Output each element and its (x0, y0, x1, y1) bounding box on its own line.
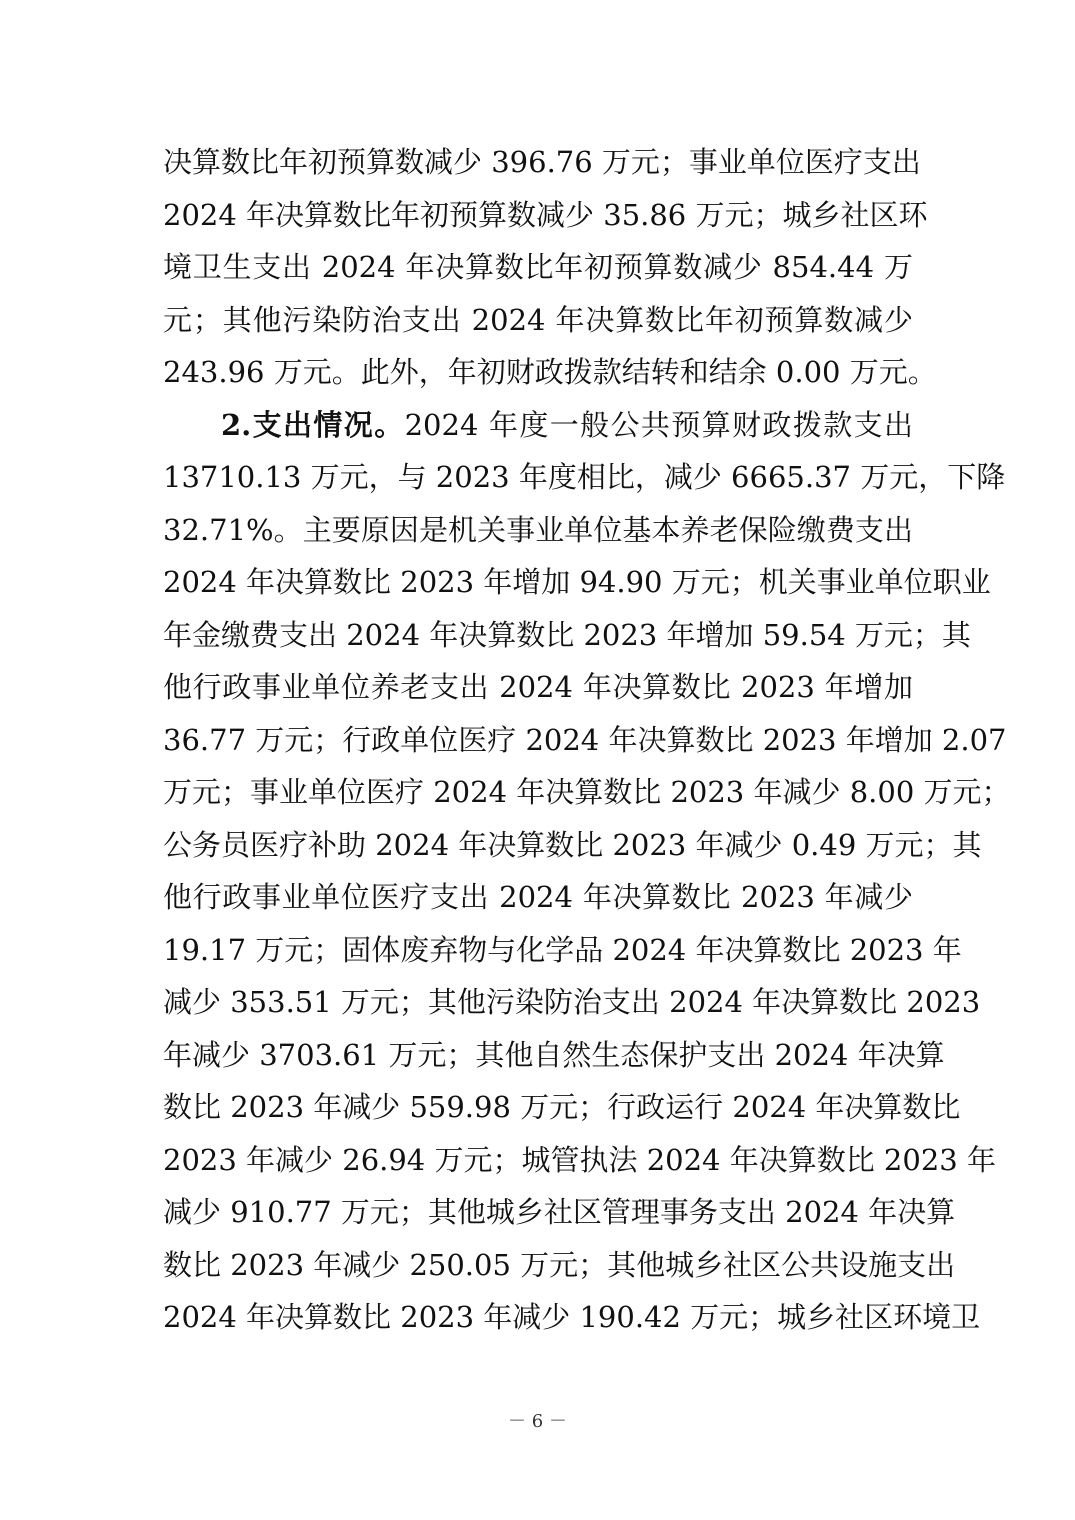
heading-line-text: 2024 年度一般公共预算财政拨款支出 (404, 407, 913, 442)
page-number: － 6 － (508, 1411, 567, 1432)
text-line: 减少 910.77 万元；其他城乡社区管理事务支出 2024 年决算 (163, 1195, 956, 1229)
text-line: 公务员医疗补助 2024 年决算数比 2023 年减少 0.49 万元；其 (163, 827, 982, 862)
section-heading: 2.支出情况。 (221, 407, 405, 442)
text-line: 年金缴费支出 2024 年决算数比 2023 年增加 59.54 万元；其 (163, 617, 971, 652)
text-line: 32.71%。主要原因是机关事业单位基本养老保险缴费支出 (163, 512, 913, 547)
text-line: 他行政事业单位养老支出 2024 年决算数比 2023 年增加 (163, 670, 913, 704)
paragraph-expenditure (163, 399, 1011, 1344)
text-line: 数比 2023 年减少 250.05 万元；其他城乡社区公共设施支出 (163, 1247, 956, 1282)
text-line: 243.96 万元。此外，年初财政拨款结转和结余 0.00 万元。 (163, 355, 937, 389)
text-line: 减少 353.51 万元；其他污染防治支出 2024 年决算数比 2023 (163, 985, 981, 1019)
text-line: 2023 年减少 26.94 万元；城管执法 2024 年决算数比 2023 年 (163, 1142, 996, 1177)
text-line: 2024 年决算数比 2023 年减少 190.42 万元；城乡社区环境卫 (163, 1300, 981, 1334)
text-line: 36.77 万元；行政单位医疗 2024 年决算数比 2023 年增加 2.07 (163, 722, 1007, 757)
text-line: 决算数比年初预算数减少 396.76 万元；事业单位医疗支出 (163, 145, 921, 179)
text-line: 万元；事业单位医疗 2024 年决算数比 2023 年减少 8.00 万元； (163, 775, 1011, 809)
text-line: 他行政事业单位医疗支出 2024 年决算数比 2023 年减少 (163, 880, 913, 914)
text-line (163, 399, 913, 452)
text-line: 2024 年决算数比 2023 年增加 94.90 万元；机关事业单位职业 (163, 565, 991, 599)
text-line: 19.17 万元；固体废弃物与化学品 2024 年决算数比 2023 年 (163, 932, 962, 967)
text-line: 境卫生支出 2024 年决算数比年初预算数减少 854.44 万 (163, 250, 913, 284)
text-line: 2024 年决算数比年初预算数减少 35.86 万元；城乡社区环 (163, 197, 928, 232)
document-body (163, 136, 1011, 1344)
text-line: 13710.13 万元，与 2023 年度相比，减少 6665.37 万元，下降 (163, 460, 1006, 494)
text-line: 年减少 3703.61 万元；其他自然生态保护支出 2024 年决算 (163, 1037, 945, 1072)
text-line: 元；其他污染防治支出 2024 年决算数比年初预算数减少 (163, 302, 913, 337)
text-line: 数比 2023 年减少 559.98 万元；行政运行 2024 年决算数比 (163, 1090, 961, 1124)
paragraph-budget-decrease (163, 136, 937, 399)
